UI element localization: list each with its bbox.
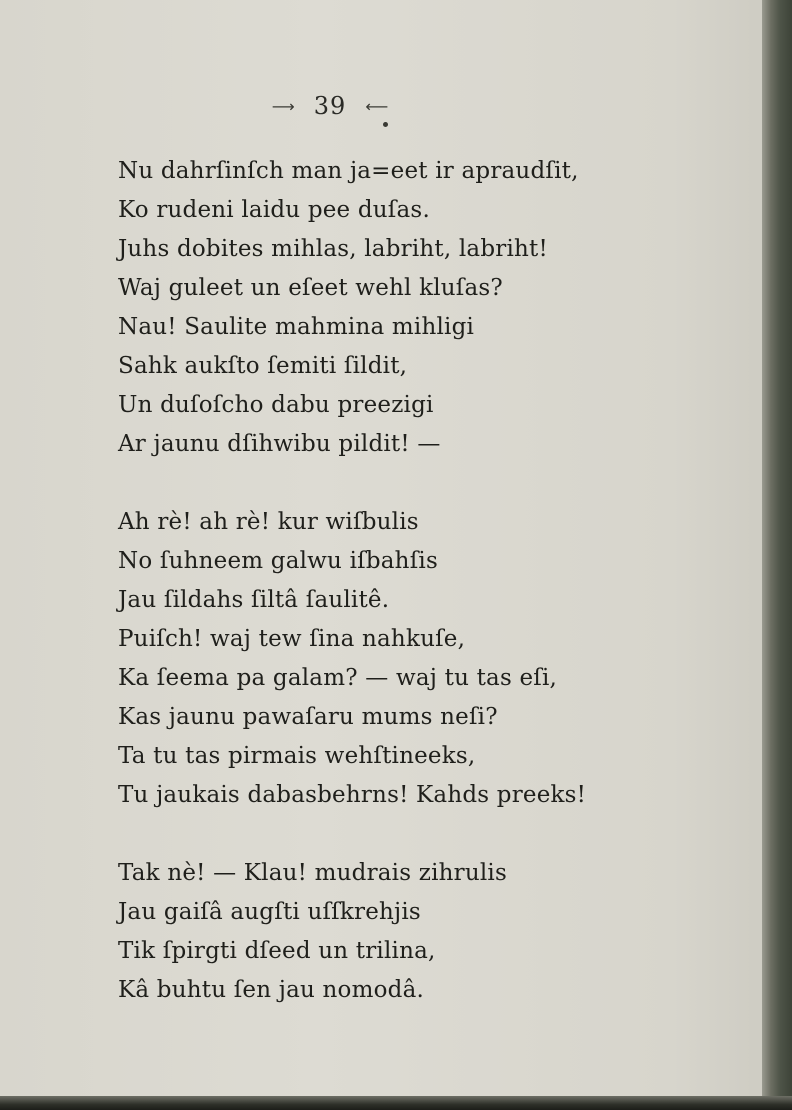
poem-line: Ka ſeema pa galam? — waj tu tas eſi, xyxy=(118,665,558,691)
poem-line: Ta tu tas pirmais wehſtineeks, xyxy=(118,743,476,769)
page-bottom-edge xyxy=(0,1096,792,1110)
ornament-dot-icon xyxy=(383,122,388,127)
poem-line: Nau! Saulite mahmina mihligi xyxy=(118,314,475,340)
poem-line: Sahk aukſto ſemiti ſildit, xyxy=(118,353,408,379)
stanza-3 xyxy=(118,854,638,1010)
poem-line: Ko rudeni laidu pee duſas. xyxy=(118,197,430,223)
ornament-left-arrow-icon: ⟶ xyxy=(271,96,295,116)
stanza-gap xyxy=(118,815,638,854)
poem-line: Tak nè! — Klau! mudrais zihrulis xyxy=(118,860,507,886)
page-header xyxy=(0,92,660,132)
poem-line: Nu dahrſinſch man ja=eet ir apraudſit, xyxy=(118,158,579,184)
ornament-right-arrow-icon: ⟵ xyxy=(365,96,389,116)
poem-line: Jau gaiſâ augſti uſſkrehjis xyxy=(118,899,421,925)
poem-body xyxy=(118,152,638,1010)
poem-line: Jau ſildahs ſiltâ ſaulitê. xyxy=(118,587,390,613)
poem-line: Waj guleet un eſeet wehl kluſas? xyxy=(118,275,503,301)
poem-line: Juhs dobites mihlas, labriht, labriht! xyxy=(118,236,548,262)
page-number: 39 xyxy=(313,92,347,120)
poem-line: Ah rè! ah rè! kur wiſbulis xyxy=(118,509,419,535)
poem-line: Tu jaukais dabasbehrns! Kahds preeks! xyxy=(118,782,587,808)
poem-line: Ar jaunu dſihwibu pildit! — xyxy=(118,431,441,457)
poem-line: No ſuhneem galwu iſbahſis xyxy=(118,548,438,574)
poem-line: Kâ buhtu ſen jau nomodâ. xyxy=(118,977,425,1003)
book-binding-edge xyxy=(762,0,792,1110)
poem-line: Puiſch! waj tew ſina nahkuſe, xyxy=(118,626,466,652)
poem-line: Un duſoſcho dabu preezigi xyxy=(118,392,434,418)
stanza-gap xyxy=(118,464,638,503)
poem-line: Tik ſpirgti dſeed un trilina, xyxy=(118,938,436,964)
stanza-1 xyxy=(118,152,638,464)
poem-line: Kas jaunu pawaſaru mums neſi? xyxy=(118,704,498,730)
stanza-2 xyxy=(118,503,638,815)
